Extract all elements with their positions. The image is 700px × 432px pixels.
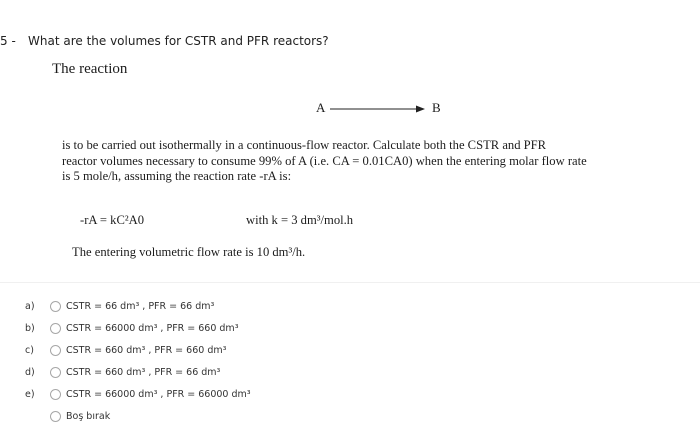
option-letter: e)	[25, 389, 35, 400]
radio-button[interactable]	[50, 367, 61, 378]
option-letter: b)	[25, 323, 35, 334]
question-number: 5 -	[0, 34, 16, 48]
option-letter: c)	[25, 345, 34, 356]
paragraph-line: is 5 mole/h, assuming the reaction rate -rA is:	[62, 169, 292, 183]
question-title: What are the volumes for CSTR and PFR reactors?	[28, 34, 329, 48]
rate-constant: with k = 3 dm³/mol.h	[246, 213, 354, 227]
paragraph-line: is to be carried out isothermally in a continuous-flow reactor. Calculate both the CSTR and PFR	[62, 138, 547, 152]
product-label: B	[432, 100, 441, 115]
option-text: CSTR = 660 dm³ , PFR = 660 dm³	[66, 345, 227, 356]
reactant-label: A	[316, 100, 326, 115]
paragraph-line: reactor volumes necessary to consume 99% of A (i.e. CA = 0.01CA0) when the entering molar flow rate	[62, 153, 587, 168]
option-letter: d)	[25, 367, 35, 378]
radio-button[interactable]	[50, 323, 61, 334]
option-text: Boş bırak	[66, 411, 111, 422]
radio-button[interactable]	[50, 389, 61, 400]
rate-law: -rA = kC²A0	[80, 213, 145, 227]
option-text: CSTR = 66000 dm³ , PFR = 660 dm³	[66, 323, 239, 334]
option-letter: a)	[25, 301, 35, 312]
divider	[0, 282, 700, 283]
radio-button[interactable]	[50, 411, 61, 422]
radio-button[interactable]	[50, 301, 61, 312]
volumetric-flow: The entering volumetric flow rate is 10 dm³/h.	[72, 245, 306, 259]
option-text: CSTR = 66 dm³ , PFR = 66 dm³	[66, 301, 215, 312]
problem-heading: The reaction	[52, 61, 128, 77]
problem-paragraph	[62, 138, 587, 185]
reaction-arrow-icon	[330, 104, 425, 114]
option-text: CSTR = 660 dm³ , PFR = 66 dm³	[66, 367, 221, 378]
radio-button[interactable]	[50, 345, 61, 356]
option-text: CSTR = 66000 dm³ , PFR = 66000 dm³	[66, 389, 251, 400]
